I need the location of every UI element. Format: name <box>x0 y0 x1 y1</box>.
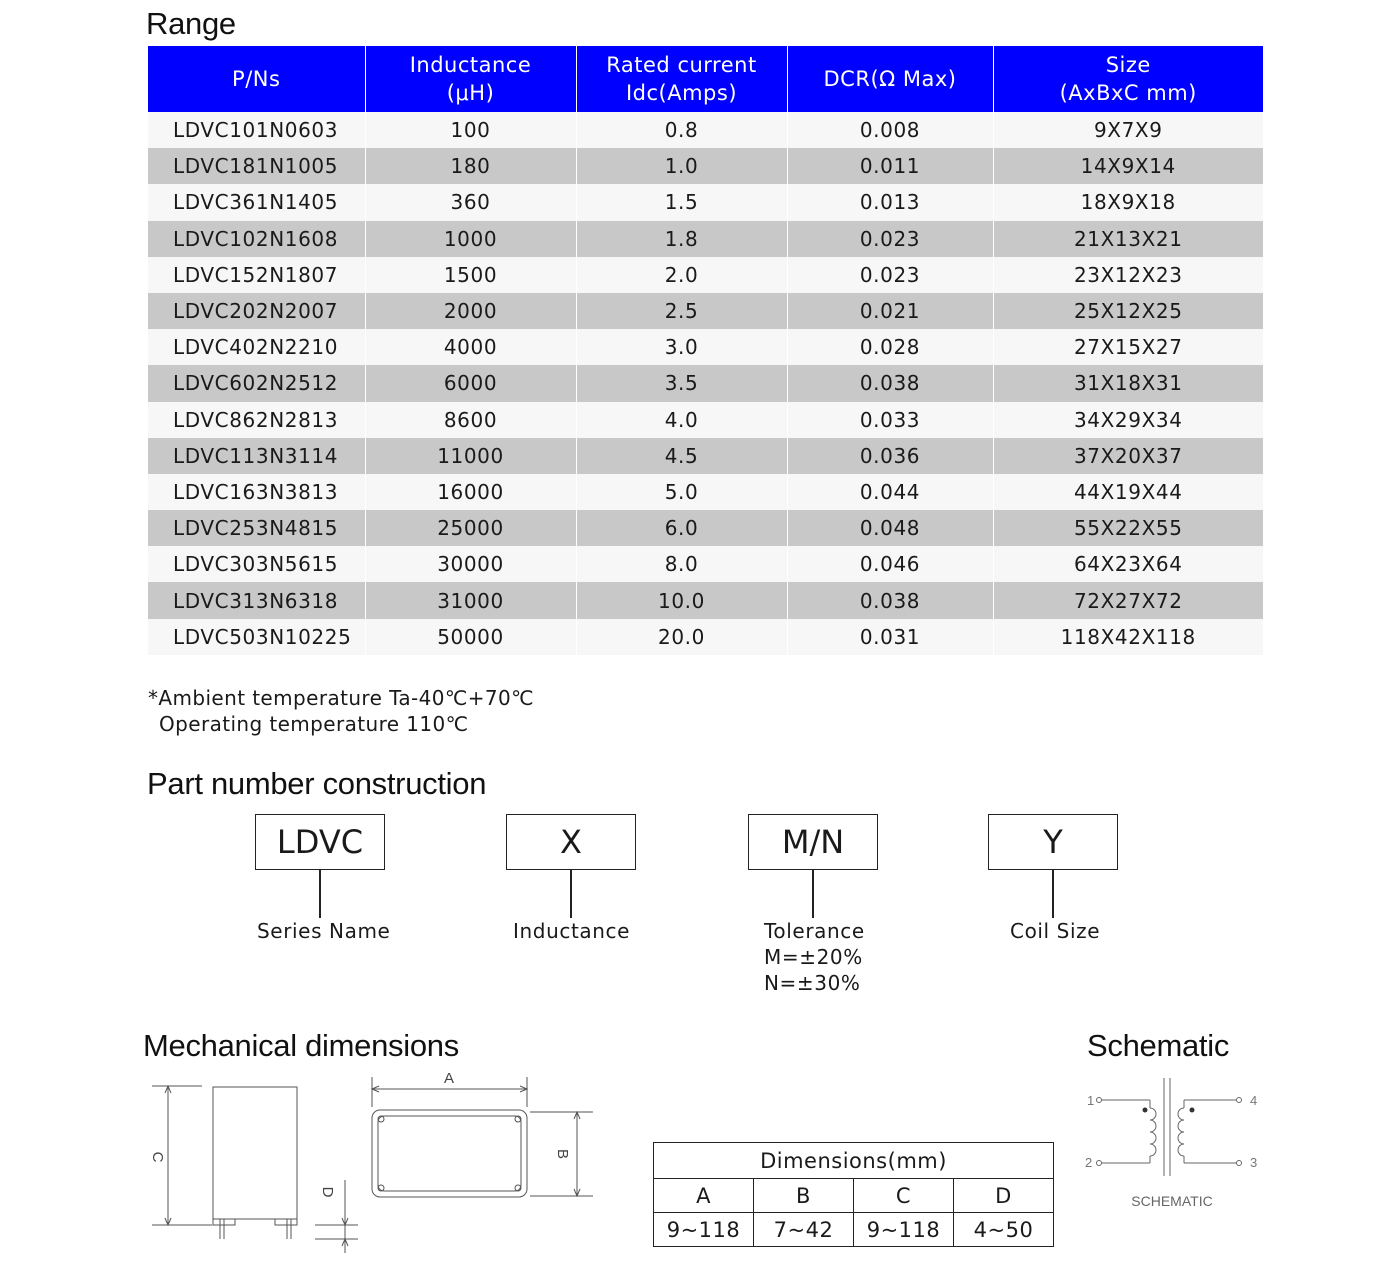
cell-part-number: LDVC361N1405 <box>148 184 365 220</box>
cell-rated-current: 3.0 <box>576 329 787 365</box>
table-row <box>148 148 1263 184</box>
table-row <box>148 546 1263 582</box>
cell-part-number: LDVC181N1005 <box>148 148 365 184</box>
header-line: P/Ns <box>232 67 281 91</box>
cell-part-number: LDVC163N3813 <box>148 474 365 510</box>
cell-inductance: 8600 <box>365 402 576 438</box>
part-label-coil-size: Coil Size <box>1010 919 1101 943</box>
tolerance-m: M=±20% <box>764 945 863 969</box>
pin-label-1: 1 <box>1087 1093 1095 1108</box>
header-unit: (μH) <box>446 81 495 105</box>
cell-dcr: 0.031 <box>787 619 993 655</box>
table-row <box>148 184 1263 220</box>
cell-size: 14X9X14 <box>993 148 1263 184</box>
dim-value-a: 9~118 <box>654 1213 754 1247</box>
side-view-drawing <box>140 1075 370 1260</box>
dim-header-c: C <box>854 1179 954 1213</box>
table-row <box>148 221 1263 257</box>
cell-rated-current: 1.5 <box>576 184 787 220</box>
part-connector <box>1052 870 1054 918</box>
cell-inductance: 6000 <box>365 365 576 401</box>
dimensions-title-row <box>654 1143 1054 1179</box>
cell-rated-current: 6.0 <box>576 510 787 546</box>
table-row <box>148 329 1263 365</box>
header-unit: (AxBxC mm) <box>1059 81 1197 105</box>
schematic-caption: SCHEMATIC <box>1131 1193 1213 1209</box>
dim-label-a: A <box>443 1070 455 1087</box>
table-row <box>148 257 1263 293</box>
header-dcr <box>787 46 993 112</box>
cell-rated-current: 4.0 <box>576 402 787 438</box>
pin-label-3: 3 <box>1250 1155 1258 1170</box>
header-line: Size <box>1105 53 1151 77</box>
cell-rated-current: 1.0 <box>576 148 787 184</box>
cell-size: 23X12X23 <box>993 257 1263 293</box>
cell-size: 31X18X31 <box>993 365 1263 401</box>
cell-size: 27X15X27 <box>993 329 1263 365</box>
cell-part-number: LDVC102N1608 <box>148 221 365 257</box>
cell-dcr: 0.023 <box>787 257 993 293</box>
cell-inductance: 1500 <box>365 257 576 293</box>
cell-size: 55X22X55 <box>993 510 1263 546</box>
cell-dcr: 0.008 <box>787 112 993 148</box>
cell-part-number: LDVC303N5615 <box>148 546 365 582</box>
cell-rated-current: 0.8 <box>576 112 787 148</box>
dimensions-header-row <box>654 1179 1054 1213</box>
cell-dcr: 0.023 <box>787 221 993 257</box>
cell-size: 18X9X18 <box>993 184 1263 220</box>
header-inductance <box>365 46 576 112</box>
cell-part-number: LDVC402N2210 <box>148 329 365 365</box>
dim-label-b: B <box>554 1148 571 1160</box>
cell-part-number: LDVC503N10225 <box>148 619 365 655</box>
dim-value-b: 7~42 <box>754 1213 854 1247</box>
header-pns <box>148 46 365 112</box>
cell-size: 21X13X21 <box>993 221 1263 257</box>
cell-dcr: 0.028 <box>787 329 993 365</box>
cell-rated-current: 1.8 <box>576 221 787 257</box>
part-connector <box>570 870 572 918</box>
cell-part-number: LDVC602N2512 <box>148 365 365 401</box>
cell-rated-current: 2.0 <box>576 257 787 293</box>
cell-inductance: 180 <box>365 148 576 184</box>
table-row <box>148 402 1263 438</box>
cell-inductance: 4000 <box>365 329 576 365</box>
cell-size: 37X20X37 <box>993 438 1263 474</box>
cell-dcr: 0.038 <box>787 582 993 618</box>
cell-part-number: LDVC152N1807 <box>148 257 365 293</box>
cell-dcr: 0.036 <box>787 438 993 474</box>
header-unit: Idc(Amps) <box>625 81 738 105</box>
cell-inductance: 25000 <box>365 510 576 546</box>
cell-size: 72X27X72 <box>993 582 1263 618</box>
cell-size: 118X42X118 <box>993 619 1263 655</box>
tolerance-label: Tolerance <box>764 919 865 943</box>
table-row <box>148 474 1263 510</box>
part-label-tolerance <box>764 918 865 996</box>
table-row <box>148 582 1263 618</box>
part-box-tolerance: M/N <box>748 814 878 870</box>
cell-part-number: LDVC101N0603 <box>148 112 365 148</box>
cell-inductance: 100 <box>365 112 576 148</box>
dim-header-b: B <box>754 1179 854 1213</box>
cell-inductance: 2000 <box>365 293 576 329</box>
cell-dcr: 0.044 <box>787 474 993 510</box>
dim-label-c: C <box>149 1151 166 1163</box>
cell-size: 64X23X64 <box>993 546 1263 582</box>
part-box-coil-size: Y <box>988 814 1118 870</box>
cell-dcr: 0.033 <box>787 402 993 438</box>
header-line: Rated current <box>606 53 757 77</box>
dim-label-d: D <box>319 1186 336 1198</box>
cell-part-number: LDVC113N3114 <box>148 438 365 474</box>
range-header-row <box>148 46 1263 112</box>
pin-label-2: 2 <box>1085 1155 1093 1170</box>
cell-inductance: 360 <box>365 184 576 220</box>
range-title: Range <box>146 6 236 41</box>
dimensions-title: Dimensions(mm) <box>654 1143 1054 1179</box>
dim-value-c: 9~118 <box>854 1213 954 1247</box>
cell-size: 34X29X34 <box>993 402 1263 438</box>
cell-part-number: LDVC202N2007 <box>148 293 365 329</box>
cell-dcr: 0.038 <box>787 365 993 401</box>
cell-rated-current: 8.0 <box>576 546 787 582</box>
part-label-inductance: Inductance <box>513 919 631 943</box>
cell-inductance: 16000 <box>365 474 576 510</box>
cell-dcr: 0.048 <box>787 510 993 546</box>
cell-inductance: 50000 <box>365 619 576 655</box>
polarity-dot <box>1190 1108 1195 1113</box>
table-row <box>148 619 1263 655</box>
cell-rated-current: 10.0 <box>576 582 787 618</box>
note-operating: Operating temperature 110℃ <box>159 712 469 736</box>
range-table <box>148 46 1263 655</box>
cell-rated-current: 20.0 <box>576 619 787 655</box>
top-view-drawing <box>365 1065 600 1205</box>
cell-size: 44X19X44 <box>993 474 1263 510</box>
schematic-title: Schematic <box>1087 1028 1230 1063</box>
cell-inductance: 30000 <box>365 546 576 582</box>
cell-part-number: LDVC862N2813 <box>148 402 365 438</box>
cell-rated-current: 3.5 <box>576 365 787 401</box>
part-connector <box>319 870 321 918</box>
table-row <box>148 112 1263 148</box>
header-rated-current <box>576 46 787 112</box>
header-line: DCR(Ω Max) <box>823 67 957 91</box>
table-row <box>148 438 1263 474</box>
cell-part-number: LDVC253N4815 <box>148 510 365 546</box>
part-box-series: LDVC <box>255 814 385 870</box>
schematic-drawing <box>1080 1070 1270 1220</box>
header-line: Inductance <box>409 53 532 77</box>
polarity-dot <box>1143 1108 1148 1113</box>
cell-dcr: 0.046 <box>787 546 993 582</box>
cell-inductance: 31000 <box>365 582 576 618</box>
table-row <box>148 293 1263 329</box>
note-ambient: *Ambient temperature Ta-40℃+70℃ <box>148 686 535 710</box>
dimensions-value-row <box>654 1213 1054 1247</box>
table-row <box>148 365 1263 401</box>
dimensions-table <box>653 1142 1054 1247</box>
part-label-series: Series Name <box>257 919 391 943</box>
cell-dcr: 0.011 <box>787 148 993 184</box>
cell-size: 25X12X25 <box>993 293 1263 329</box>
header-size <box>993 46 1263 112</box>
part-number-title: Part number construction <box>147 766 487 801</box>
cell-rated-current: 5.0 <box>576 474 787 510</box>
part-connector <box>812 870 814 918</box>
tolerance-n: N=±30% <box>764 971 861 995</box>
cell-part-number: LDVC313N6318 <box>148 582 365 618</box>
cell-dcr: 0.013 <box>787 184 993 220</box>
cell-size: 9X7X9 <box>993 112 1263 148</box>
dim-header-a: A <box>654 1179 754 1213</box>
pin-label-4: 4 <box>1250 1093 1258 1108</box>
table-row <box>148 510 1263 546</box>
cell-inductance: 1000 <box>365 221 576 257</box>
part-box-inductance: X <box>506 814 636 870</box>
dim-header-d: D <box>954 1179 1054 1213</box>
cell-rated-current: 4.5 <box>576 438 787 474</box>
dim-value-d: 4~50 <box>954 1213 1054 1247</box>
cell-rated-current: 2.5 <box>576 293 787 329</box>
cell-inductance: 11000 <box>365 438 576 474</box>
mechanical-title: Mechanical dimensions <box>143 1028 459 1063</box>
cell-dcr: 0.021 <box>787 293 993 329</box>
